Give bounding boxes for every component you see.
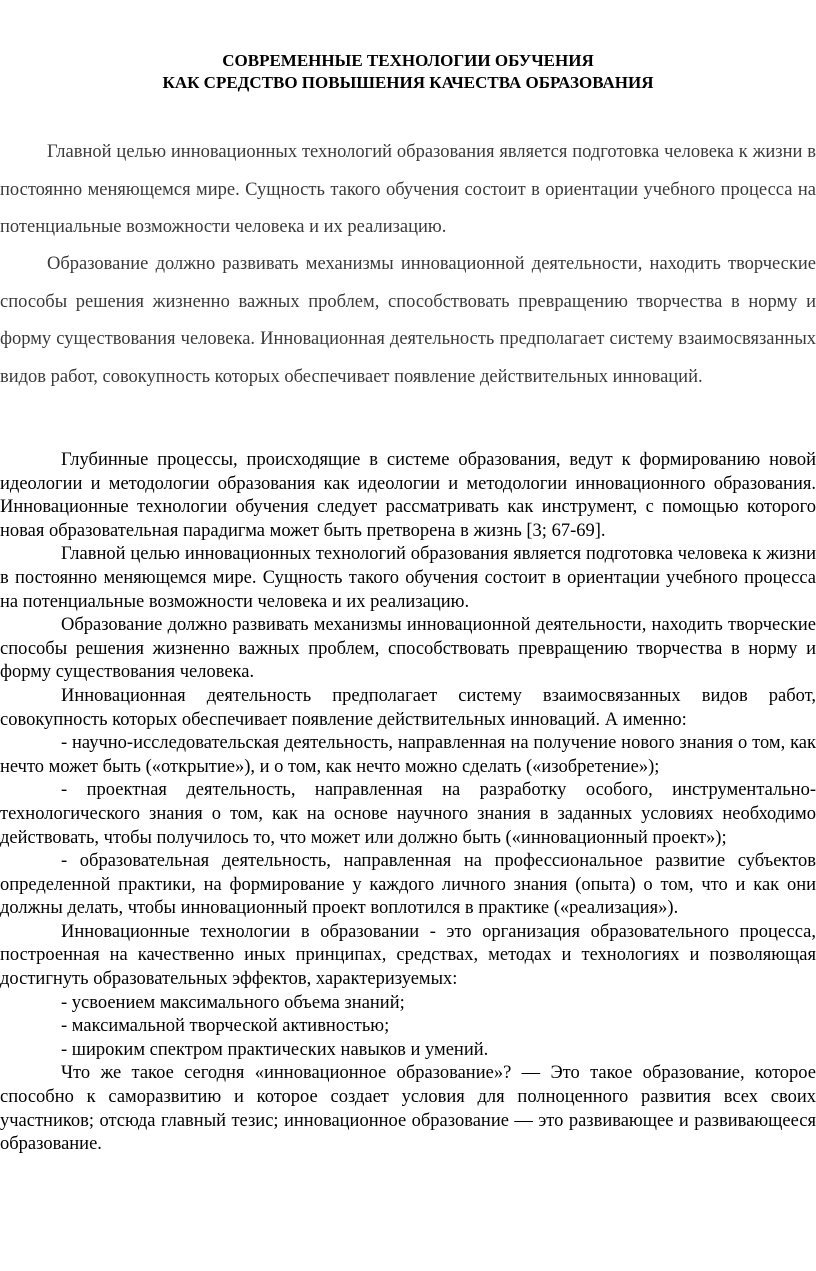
list-item-activity: - максимальной творческой активностью; (61, 1016, 390, 1037)
list-item-knowledge: - усвоением максимального объема знаний; (61, 992, 405, 1013)
intro-paragraph-2: Образование должно развивать механизмы инновационной деятельности, находить творческие способы решения жизненно важных проблем, способствовать превращению творчества в норму и форму существования человека. Инновационная деятельность предполагает систему взаимосвязанных видов работ, совокупность которых обеспечивает появление действительных инноваций. (0, 254, 816, 387)
list-item-project: - проектная деятельность, направленная на разработку особого, инструментально-технологического знания о том, как на основе научного знания в заданных условиях необходимо действовать, чтобы получилось то, что может или должно быть («инновационный проект»); (0, 780, 816, 848)
document-body (0, 449, 816, 1157)
intro-paragraph-1: Главной целью инновационных технологий образования является подготовка человека к жизни в постоянно меняющемся мире. Сущность такого обучения состоит в ориентации учебного процесса на потенциальные возможности человека и их реализацию. (0, 142, 816, 237)
body-paragraph-4: Инновационная деятельность предполагает систему взаимосвязанных видов работ, совокупность которых обеспечивает появление действительных инноваций. А именно: (0, 685, 816, 730)
document-title-line-2: КАК СРЕДСТВО ПОВЫШЕНИЯ КАЧЕСТВА ОБРАЗОВАНИЯ (162, 73, 654, 92)
body-paragraph-8: Инновационные технологии в образовании - это организация образовательного процесса, построенная на качественно иных принципах, средствах, методах и технологиях и позволяющая достигнуть образовательных эффектов, характеризуемых: (0, 921, 816, 990)
list-item-skills: - широким спектром практических навыков и умений. (61, 1039, 489, 1060)
body-paragraph-2: Главной целью инновационных технологий образования является подготовка человека к жизни в постоянно меняющемся мире. Сущность такого обучения состоит в ориентации учебного процесса на потенциальные возможности человека и их реализацию. (0, 544, 816, 612)
body-paragraph-12: Что же такое сегодня «инновационное образование»? — Это такое образование, которое способно к саморазвитию и которое создает условия для полноценного развития всех своих участников; отсюда главный тезис; инновационное образование — это развивающее и развивающееся образование. (0, 1063, 816, 1155)
body-paragraph-3: Образование должно развивать механизмы инновационной деятельности, находить творческие способы решения жизненно важных проблем, способствовать превращению творчества в норму и форму существования человека. (0, 615, 816, 683)
list-item-research: - научно-исследовательская деятельность, направленная на получение нового знания о том, как нечто может быть («открытие»), и о том, как нечто можно сделать («изобретение»); (0, 733, 816, 777)
body-paragraph-1: Глубинные процессы, происходящие в системе образования, ведут к формированию новой идеологии и методологии образования как идеологии и методологии инновационного образования. Инновационные технологии обучения следует рассматривать как инструмент, с помощью которого новая образовательная парадигма может быть претворена в жизнь [3; 67-69]. (0, 450, 816, 541)
list-item-education: - образовательная деятельность, направленная на профессиональное развитие субъектов определенной практики, на формирование у каждого личного знания (опыта) о том, что и как они должны делать, чтобы инновационный проект воплотился в практике («реализация»). (0, 851, 816, 919)
document-title-line-1: СОВРЕМЕННЫЕ ТЕХНОЛОГИИ ОБУЧЕНИЯ (222, 51, 594, 70)
